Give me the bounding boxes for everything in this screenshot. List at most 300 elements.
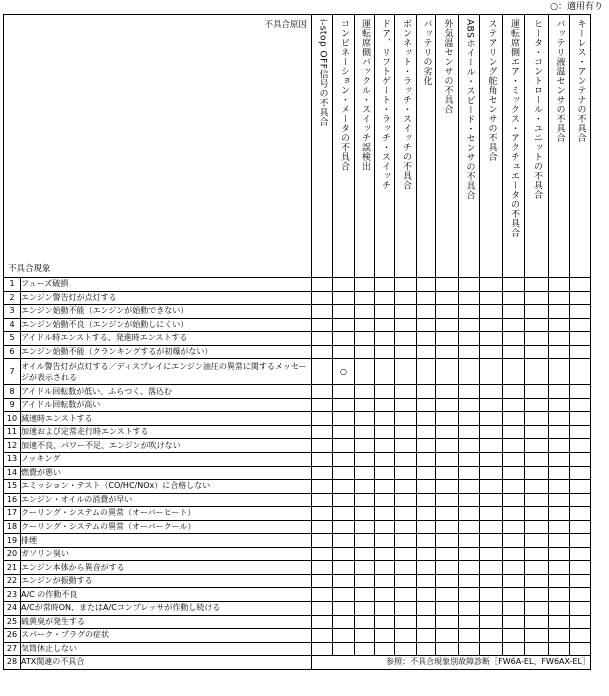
cause-cell [395, 507, 417, 521]
cause-cell [549, 507, 570, 521]
symptom-text: 排煙 [21, 534, 312, 548]
cause-column-3 [355, 15, 375, 278]
cause-cell [503, 507, 525, 521]
cause-cell [503, 629, 525, 643]
cause-cell [355, 318, 375, 332]
cause-cell [333, 305, 355, 319]
cause-cell [525, 305, 549, 319]
cause-cell [417, 291, 436, 305]
cause-cell [459, 507, 480, 521]
cause-cell [355, 588, 375, 602]
cause-cell [395, 466, 417, 480]
row-number: 11 [4, 425, 21, 439]
cause-cell [436, 520, 459, 534]
cause-cell [417, 453, 436, 467]
symptom-text: 燃費が悪い [21, 466, 312, 480]
cause-cell [480, 291, 503, 305]
cause-column-label: バッテリの劣化 [421, 19, 432, 86]
cause-cell [525, 318, 549, 332]
symptom-row [4, 398, 591, 412]
cause-cell [549, 453, 570, 467]
cause-cell [503, 412, 525, 426]
cause-cell [480, 359, 503, 385]
row-number: 28 [4, 656, 21, 670]
cause-cell [312, 588, 333, 602]
cause-cell [333, 561, 355, 575]
cause-cell [549, 642, 570, 656]
cause-cell [459, 615, 480, 629]
cause-cell [333, 425, 355, 439]
cause-cell [395, 561, 417, 575]
cause-cell [395, 439, 417, 453]
symptom-text: 減速時エンストする [21, 412, 312, 426]
symptom-row [4, 345, 591, 359]
cause-cell [333, 332, 355, 346]
cause-cell [570, 588, 591, 602]
symptom-row [4, 425, 591, 439]
cause-cell [333, 574, 355, 588]
cause-cell [312, 534, 333, 548]
cause-cell [459, 493, 480, 507]
cause-cell [525, 520, 549, 534]
symptom-row [4, 507, 591, 521]
cause-cell [333, 385, 355, 399]
cause-cell [480, 629, 503, 643]
cause-cell [417, 318, 436, 332]
cause-cell [480, 466, 503, 480]
cause-cell [395, 480, 417, 494]
cause-cell [525, 629, 549, 643]
corner-cell [4, 15, 312, 278]
symptom-row [4, 359, 591, 385]
cause-cell [525, 602, 549, 616]
cause-cell [436, 574, 459, 588]
cause-cell [395, 453, 417, 467]
cause-cell [312, 547, 333, 561]
cause-cell [395, 629, 417, 643]
symptom-text: フューズ破損 [21, 278, 312, 292]
symptom-row [4, 278, 591, 292]
cause-cell [375, 345, 395, 359]
cause-cell [417, 385, 436, 399]
cause-cell [436, 305, 459, 319]
cause-cell [459, 561, 480, 575]
cause-cell [503, 520, 525, 534]
symptom-row [4, 318, 591, 332]
symptom-text: 気筒休止しない [21, 642, 312, 656]
cause-cell [549, 480, 570, 494]
cause-cell [375, 561, 395, 575]
reference-note: 参照：不具合現象別故障診断［FW6A-EL、FW6AX-EL］ [312, 656, 591, 670]
cause-cell [525, 561, 549, 575]
cause-cell [417, 642, 436, 656]
cause-cell [436, 278, 459, 292]
symptom-text: エンジン始動不能（クランキングするが初爆がない） [21, 345, 312, 359]
cause-cell [503, 278, 525, 292]
cause-cell [503, 642, 525, 656]
symptom-row [4, 305, 591, 319]
diagnosis-table [3, 14, 591, 670]
cause-cell [375, 493, 395, 507]
cause-cell [525, 493, 549, 507]
row-number: 1 [4, 278, 21, 292]
cause-cell [549, 439, 570, 453]
symptom-row [4, 547, 591, 561]
cause-column-label: 運転席側バックル・スイッチ誤検出 [360, 19, 370, 171]
symptom-text: エンジン警告灯が点灯する [21, 291, 312, 305]
cause-cell [525, 466, 549, 480]
cause-cell [459, 291, 480, 305]
cause-cell [570, 398, 591, 412]
cause-cell [436, 291, 459, 305]
cause-cell [417, 345, 436, 359]
symptom-text: エンジン始動不良（エンジンが始動しにくい） [21, 318, 312, 332]
cause-cell [355, 332, 375, 346]
symptom-row [4, 453, 591, 467]
cause-cell [436, 602, 459, 616]
cause-cell [355, 385, 375, 399]
cause-cell [549, 359, 570, 385]
row-number: 17 [4, 507, 21, 521]
cause-cell [503, 359, 525, 385]
cause-cell [480, 547, 503, 561]
cause-column-5 [395, 15, 417, 278]
cause-cell [375, 466, 395, 480]
cause-cell [503, 602, 525, 616]
cause-label: 不具合原因 [264, 20, 307, 30]
cause-cell [480, 398, 503, 412]
row-number: 23 [4, 588, 21, 602]
symptom-text: エミッション・テスト（CO/HC/NOx）に合格しない [21, 480, 312, 494]
cause-cell [312, 642, 333, 656]
cause-cell [312, 520, 333, 534]
symptom-row [4, 615, 591, 629]
cause-cell [395, 291, 417, 305]
cause-cell [417, 466, 436, 480]
cause-cell [570, 574, 591, 588]
cause-cell [503, 615, 525, 629]
cause-cell [417, 359, 436, 385]
cause-cell [355, 425, 375, 439]
cause-cell [417, 588, 436, 602]
cause-column-2 [333, 15, 355, 278]
symptom-row [4, 574, 591, 588]
cause-cell [549, 615, 570, 629]
cause-cell [570, 466, 591, 480]
cause-cell [333, 507, 355, 521]
cause-cell [459, 534, 480, 548]
cause-column-label: 運転席側エア・ミックス・アクチュエータの不具合 [509, 19, 519, 238]
cause-cell [570, 278, 591, 292]
cause-cell [480, 642, 503, 656]
row-number: 15 [4, 480, 21, 494]
cause-cell [333, 629, 355, 643]
cause-column-11 [525, 15, 549, 278]
row-number: 6 [4, 345, 21, 359]
cause-cell [549, 425, 570, 439]
cause-cell [459, 305, 480, 319]
cause-cell [503, 561, 525, 575]
cause-cell [312, 332, 333, 346]
cause-cell [312, 345, 333, 359]
cause-cell [549, 588, 570, 602]
cause-cell [525, 507, 549, 521]
cause-cell [503, 318, 525, 332]
cause-cell [570, 318, 591, 332]
cause-cell [375, 439, 395, 453]
cause-column-13 [570, 15, 591, 278]
cause-cell [503, 574, 525, 588]
legend: ○：適用有り [550, 2, 603, 12]
cause-column-4 [375, 15, 395, 278]
cause-column-7 [436, 15, 459, 278]
cause-column-label: ドア、リフトゲート・ラッチ・スイッチ [380, 19, 390, 190]
cause-cell [459, 588, 480, 602]
cause-cell [549, 466, 570, 480]
cause-cell [436, 493, 459, 507]
cause-cell [355, 359, 375, 385]
cause-cell [355, 480, 375, 494]
cause-cell [395, 602, 417, 616]
row-number: 13 [4, 453, 21, 467]
row-number: 4 [4, 318, 21, 332]
cause-cell [333, 318, 355, 332]
cause-cell [436, 318, 459, 332]
cause-cell [436, 561, 459, 575]
applicable-mark: ○ [333, 359, 355, 385]
cause-cell [333, 520, 355, 534]
cause-cell [355, 547, 375, 561]
cause-cell [525, 534, 549, 548]
cause-cell [459, 439, 480, 453]
cause-cell [549, 534, 570, 548]
cause-cell [395, 642, 417, 656]
cause-cell [333, 291, 355, 305]
cause-cell [480, 588, 503, 602]
cause-column-10 [503, 15, 525, 278]
symptom-text: エンジン始動不能（エンジンが始動できない） [21, 305, 312, 319]
symptom-row [4, 439, 591, 453]
cause-column-label: キーレス・アンテナの不具合 [575, 19, 586, 143]
cause-cell [395, 615, 417, 629]
symptom-row [4, 332, 591, 346]
cause-cell [417, 602, 436, 616]
cause-column-12 [549, 15, 570, 278]
symptom-row [4, 291, 591, 305]
cause-cell [503, 588, 525, 602]
cause-cell [549, 412, 570, 426]
cause-cell [503, 425, 525, 439]
cause-cell [312, 278, 333, 292]
cause-cell [525, 398, 549, 412]
symptom-text: 硫黄臭が発生する [21, 615, 312, 629]
cause-cell [375, 318, 395, 332]
cause-cell [480, 493, 503, 507]
cause-cell [355, 439, 375, 453]
symptom-row [4, 520, 591, 534]
cause-cell [436, 588, 459, 602]
row-number: 3 [4, 305, 21, 319]
cause-cell [459, 398, 480, 412]
cause-cell [355, 507, 375, 521]
cause-cell [525, 412, 549, 426]
cause-cell [549, 561, 570, 575]
cause-cell [525, 588, 549, 602]
cause-cell [570, 385, 591, 399]
row-number: 18 [4, 520, 21, 534]
row-number: 27 [4, 642, 21, 656]
cause-cell [375, 398, 395, 412]
symptom-row [4, 656, 591, 670]
cause-cell [549, 398, 570, 412]
cause-cell [417, 520, 436, 534]
cause-cell [375, 615, 395, 629]
cause-cell [549, 602, 570, 616]
symptom-text: ノッキング [21, 453, 312, 467]
cause-cell [395, 305, 417, 319]
cause-column-label: コンビネーション・メータの不具合 [339, 19, 349, 171]
symptom-text: オイル警告灯が点灯する／ディスプレイにエンジン油圧の異常に関するメッセージが表示される [21, 359, 312, 385]
cause-cell [549, 547, 570, 561]
cause-cell [570, 345, 591, 359]
cause-cell [333, 642, 355, 656]
cause-cell [570, 520, 591, 534]
cause-cell [525, 291, 549, 305]
cause-cell [436, 359, 459, 385]
cause-cell [417, 534, 436, 548]
cause-column-label: ステアリング舵角センサの不具合 [486, 19, 497, 162]
row-number: 16 [4, 493, 21, 507]
cause-cell [570, 412, 591, 426]
cause-cell [395, 345, 417, 359]
cause-cell [417, 439, 436, 453]
cause-cell [525, 278, 549, 292]
cause-cell [503, 493, 525, 507]
cause-cell [375, 425, 395, 439]
cause-cell [375, 629, 395, 643]
symptom-row [4, 602, 591, 616]
cause-column-label: i-stop OFF信号の不具合 [317, 19, 328, 127]
cause-cell [395, 574, 417, 588]
cause-cell [395, 412, 417, 426]
cause-cell [570, 453, 591, 467]
row-number: 7 [4, 359, 21, 385]
cause-cell [480, 318, 503, 332]
cause-cell [355, 642, 375, 656]
cause-cell [417, 398, 436, 412]
cause-cell [355, 412, 375, 426]
cause-cell [312, 439, 333, 453]
cause-cell [375, 453, 395, 467]
cause-cell [480, 574, 503, 588]
symptom-text: 加速および定常走行時エンストする [21, 425, 312, 439]
cause-cell [570, 561, 591, 575]
cause-cell [333, 398, 355, 412]
cause-cell [459, 629, 480, 643]
cause-cell [312, 305, 333, 319]
cause-cell [355, 305, 375, 319]
cause-cell [549, 520, 570, 534]
cause-cell [417, 561, 436, 575]
cause-cell [549, 493, 570, 507]
symptom-row [4, 466, 591, 480]
cause-cell [503, 534, 525, 548]
cause-cell [570, 480, 591, 494]
cause-cell [503, 332, 525, 346]
cause-cell [549, 305, 570, 319]
cause-cell [312, 359, 333, 385]
cause-cell [459, 602, 480, 616]
cause-cell [549, 332, 570, 346]
cause-cell [355, 398, 375, 412]
cause-cell [525, 359, 549, 385]
row-number: 14 [4, 466, 21, 480]
cause-cell [375, 507, 395, 521]
cause-cell [436, 480, 459, 494]
cause-cell [417, 305, 436, 319]
symptom-row [4, 642, 591, 656]
cause-cell [395, 547, 417, 561]
row-number: 9 [4, 398, 21, 412]
row-number: 5 [4, 332, 21, 346]
cause-cell [375, 574, 395, 588]
cause-cell [480, 305, 503, 319]
cause-cell [525, 615, 549, 629]
cause-cell [436, 642, 459, 656]
cause-cell [333, 588, 355, 602]
symptom-row [4, 629, 591, 643]
cause-cell [459, 547, 480, 561]
cause-cell [312, 561, 333, 575]
symptom-text: ガソリン臭い [21, 547, 312, 561]
cause-cell [395, 520, 417, 534]
cause-cell [480, 534, 503, 548]
cause-cell [312, 480, 333, 494]
symptom-text: アイドル回転数が低い、ふらつく、落込む [21, 385, 312, 399]
cause-cell [375, 520, 395, 534]
cause-cell [395, 318, 417, 332]
cause-cell [480, 439, 503, 453]
cause-cell [375, 412, 395, 426]
cause-cell [525, 439, 549, 453]
cause-cell [459, 359, 480, 385]
cause-cell [312, 291, 333, 305]
symptom-text: A/C の作動不良 [21, 588, 312, 602]
cause-cell [549, 291, 570, 305]
symptom-text: ATX関連の不具合 [21, 656, 312, 670]
cause-cell [436, 398, 459, 412]
symptom-text: アイドル回転数が高い [21, 398, 312, 412]
cause-cell [436, 629, 459, 643]
row-number: 26 [4, 629, 21, 643]
symptom-text: エンジンが振動する [21, 574, 312, 588]
cause-cell [355, 278, 375, 292]
cause-cell [355, 561, 375, 575]
cause-cell [355, 453, 375, 467]
cause-cell [480, 453, 503, 467]
cause-cell [436, 615, 459, 629]
cause-cell [312, 574, 333, 588]
cause-column-label: バッテリ液温センサの不具合 [554, 19, 565, 143]
cause-cell [570, 507, 591, 521]
symptom-text: エンジン本体から異音がする [21, 561, 312, 575]
cause-cell [312, 602, 333, 616]
cause-cell [436, 507, 459, 521]
cause-cell [355, 291, 375, 305]
cause-cell [525, 345, 549, 359]
cause-cell [395, 359, 417, 385]
symptom-text: A/Cが常時ON、またはA/Cコンプレッサが作動し続ける [21, 602, 312, 616]
